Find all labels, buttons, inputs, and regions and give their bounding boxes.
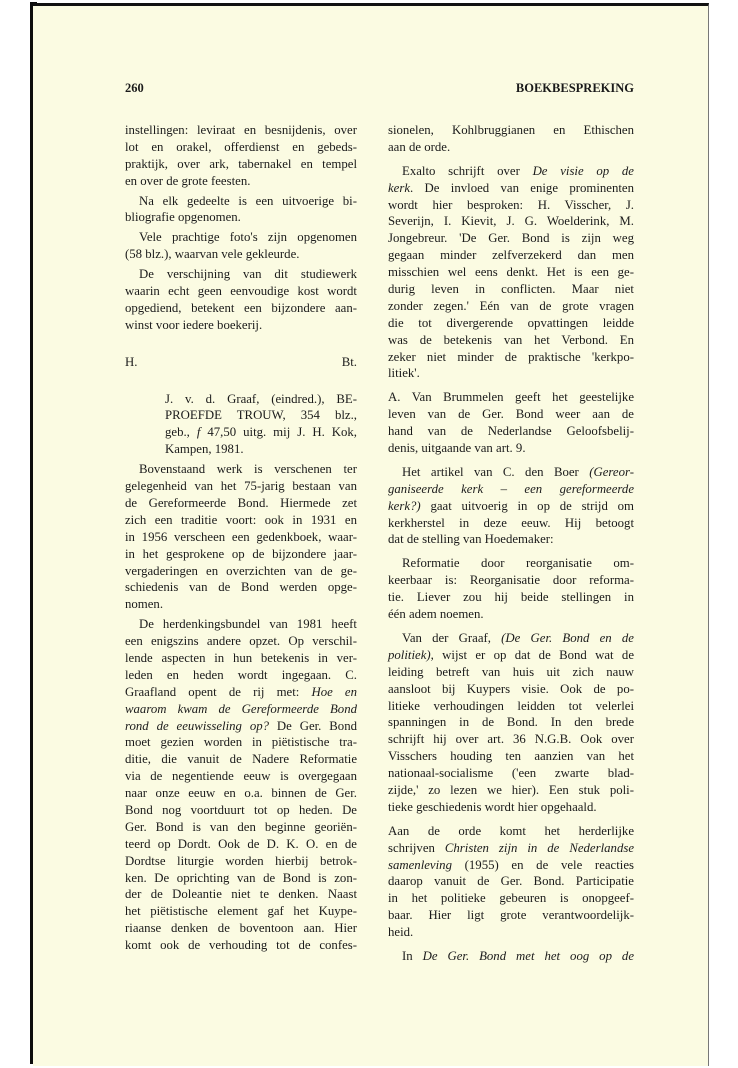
text-line: die tot divergerende opvattingen leidde <box>388 315 634 330</box>
text-line: geb., f 47,50 uitg. mij J. H. Kok, <box>165 425 357 440</box>
text-line: Kampen, 1981. <box>165 442 244 457</box>
text-line: Vele prachtige foto's zijn opgenomen <box>139 230 357 245</box>
text-line: opgediend, betekent een bijzondere aan- <box>125 300 357 315</box>
text-line: PROEFDE TROUW, 354 blz., <box>165 408 357 423</box>
text-line: Exalto schrijft over De visie op de <box>402 163 634 178</box>
text-line: winst voor iedere boekerij. <box>125 317 263 332</box>
text-line: Graafland opent de rij met: Hoe en <box>125 684 357 699</box>
text-line: der de Doleantie niet te denken. Naast <box>125 887 357 902</box>
book-citation <box>125 391 357 459</box>
text-line: ditie, die vanuit de Nadere Reformatie <box>125 752 357 767</box>
italic-title: samenleving <box>388 857 452 872</box>
italic-title: De visie op de <box>532 163 634 178</box>
italic-title: waarom kwam de Gereformeerde Bond <box>125 701 357 716</box>
italic-title: politiek), <box>388 647 434 662</box>
text-line: zich een traditie voort: ook in 1931 en <box>125 512 357 527</box>
italic-title: kerk?) <box>388 498 421 513</box>
text-line: naar onze eeuw en o.a. binnen de Ger. <box>125 786 357 801</box>
text-line: nomen. <box>125 597 164 612</box>
paragraph <box>388 122 634 156</box>
paragraph <box>125 229 357 263</box>
paragraph <box>388 163 634 383</box>
text-line: spanningen in de Bond. In den brede <box>388 715 634 730</box>
italic-title: rond de eeuwisseling op? <box>125 718 270 733</box>
text-line: Ger. Bond is van den beginne georiën- <box>125 819 357 834</box>
text-line: Aan de orde komt het herderlijke <box>388 823 634 838</box>
text-line: rond de eeuwisseling op? De Ger. Bond <box>125 718 357 733</box>
text-line: litieke verhoudingen leidden tot velerlei <box>388 698 634 713</box>
text-line: lende aspecten in hun betekenis in ver- <box>125 650 357 665</box>
running-title: BOEKBESPREKING <box>515 81 634 95</box>
text-line: praktijk, over ark, tabernakel en tempel <box>125 156 357 171</box>
text-line: denis, uitgaande van art. 9. <box>388 441 526 456</box>
text-line: De herdenkingsbundel van 1981 heeft <box>139 617 357 632</box>
text-line: Severijn, I. Kievit, J. G. Woelderink, M. <box>388 214 634 229</box>
text-line: kerkherstel in deze eeuw. Hij betoogt <box>388 515 634 530</box>
text-line: teerd op Dordt. Ook de D. K. O. en de <box>125 836 357 851</box>
text-line: een enigszins andere opzet. Op verschil- <box>125 634 357 649</box>
text-line: schiedenis van de Bond werden opge- <box>125 580 357 595</box>
paragraph <box>388 464 634 548</box>
text-line: (58 blz.), waarvan vele gekleurde. <box>125 247 300 262</box>
text-line: het piëtistische element gaf het Kuype- <box>125 904 357 919</box>
italic-title: f <box>196 425 201 440</box>
paragraph <box>388 823 634 941</box>
text-line: leiding betreft van huis uit zich nauw <box>388 664 634 679</box>
text-line: vergaderingen en overzichten van de ge- <box>125 563 357 578</box>
text-line: gelegenheid van het 75-jarig bestaan van <box>125 479 357 494</box>
text-line: Reformatie door reorganisatie om- <box>402 556 634 571</box>
italic-title: (De Ger. Bond en de <box>501 630 634 645</box>
text-line: riaanse denken de boventoon aan. Hier <box>125 921 357 936</box>
text-line: In De Ger. Bond met het oog op de <box>402 948 634 963</box>
paragraph <box>125 122 357 190</box>
text-line <box>388 481 634 498</box>
text-line: baar. Hier ligt grote verantwoordelijk- <box>388 908 634 923</box>
text-line: via de negentiende eeuw is overgegaan <box>125 769 357 784</box>
text-line: misschien wel eens denkt. Het is een ge- <box>388 265 634 280</box>
text-line: bliografie opgenomen. <box>125 210 241 225</box>
text-line: heid. <box>388 925 414 940</box>
text-line: samenleving (1955) en de vele reacties <box>388 857 634 872</box>
text-line: tieke geschiedenis wordt hier opgehaald. <box>388 799 597 814</box>
italic-title: Christen zijn in de Nederlandse <box>444 840 634 855</box>
text-line: zeker niet minder de praktische 'kerkpo- <box>388 349 634 364</box>
text-line: litiek'. <box>388 366 420 381</box>
text-line: in 1956 verscheen een gedenkboek, waar- <box>125 529 357 544</box>
text-line: en over de grote feesten. <box>125 173 251 188</box>
text-line: tie. Liever zou hij beide stellingen in <box>388 590 634 605</box>
paragraph <box>125 266 357 334</box>
text-line: Van der Graaf, (De Ger. Bond en de <box>402 630 634 645</box>
text-line: leven van de Ger. Bond weer aan de <box>388 407 634 422</box>
text-line: zijde,' zo lezen we hier). Een stuk poli- <box>388 782 634 797</box>
italic-title: De Ger. Bond met het oog op de <box>422 948 634 963</box>
text-line: lot en orakel, offerdienst en gebeds- <box>125 139 357 154</box>
text-line: Het artikel van C. den Boer (Gereor- <box>402 464 634 479</box>
text-line: hand van de Nederlandse Geloofsbelij- <box>388 424 634 439</box>
text-line: sionelen, Kohlbruggianen en Ethischen <box>388 123 634 137</box>
left-column <box>125 122 357 954</box>
signature-initial: H. <box>125 354 138 369</box>
text-line: A. Van Brummelen geeft het geestelijke <box>388 390 634 405</box>
text-line: keerbaar is: Reorganisatie door reforma- <box>388 573 634 588</box>
text-line: De verschijning van dit studiewerk <box>139 267 357 282</box>
reviewer-signature <box>125 354 357 371</box>
text-line: in het gesprokene op de bijzondere jaar- <box>125 546 357 561</box>
text-line: Jongebreur. 'De Ger. Bond is zijn weg <box>388 231 634 246</box>
paragraph <box>388 389 634 457</box>
text-line: ken. De oprichting van de Bond is zon- <box>125 870 357 885</box>
text-line: schrijven Christen zijn in de Nederlandse <box>388 840 634 855</box>
italic-title: kerk <box>388 180 411 195</box>
text-line <box>125 701 357 718</box>
text-line: was de betekenis van het Verbond. En <box>388 332 634 347</box>
text-line: in het politieke gebeuren is onopgeef- <box>388 891 634 906</box>
text-line: Dordtse liturgie worden hierbij betrok- <box>125 853 357 868</box>
text-line: Bovenstaand werk is verschenen ter <box>139 462 357 477</box>
right-column <box>388 122 634 965</box>
italic-title: (Gereor- <box>589 464 634 479</box>
paragraph <box>388 948 634 965</box>
text-line: daarop vanuit de Ger. Bond. Participatie <box>388 874 634 889</box>
text-line: moet gezien worden in piëtistische tra- <box>125 735 357 750</box>
text-line: durig leven in conflicten. Maar niet <box>388 282 634 297</box>
text-line: schrijft hij over art. 36 N.G.B. Ook over <box>388 732 634 747</box>
text-line: aan de orde. <box>388 139 451 154</box>
text-line: gegaan minder zelfverzekerd dan men <box>388 248 634 263</box>
text-line: J. v. d. Graaf, (eindred.), BE- <box>165 391 357 406</box>
signature-surname-abbrev: Bt. <box>341 354 357 369</box>
paragraph <box>125 461 357 613</box>
page-number: 260 <box>125 81 144 95</box>
text-line: waarin echt geen eenvoudige kost wordt <box>125 284 357 299</box>
text-line: komt ook de verhouding tot de confes- <box>125 938 357 953</box>
text-line: Visschers houding ten aanzien van het <box>388 749 634 764</box>
paragraph <box>125 193 357 227</box>
text-line: politiek), wijst er op dat de Bond wat de <box>388 647 634 662</box>
text-line: nationaal-socialisme ('een zwarte blad- <box>388 766 634 781</box>
text-line: Bond nog voortduurt tot op heden. De <box>125 802 357 817</box>
text-line: dat de stelling van Hoedemaker: <box>388 532 554 547</box>
text-line: leden en heden wordt ingegaan. C. <box>125 667 357 682</box>
text-line: de Gereformeerde Bond. Hiermede zet <box>125 495 357 510</box>
text-line: kerk?) gaat uitvoerig in op de strijd om <box>388 498 634 513</box>
text-line: wordt hier besproken: H. Visscher, J. <box>388 197 634 212</box>
italic-title: Hoe en <box>311 684 357 699</box>
text-line: zonder zegen.' Eén van de grote vragen <box>388 298 634 313</box>
paragraph <box>125 616 357 954</box>
text-line: één adem noemen. <box>388 607 484 622</box>
text-line: instellingen: leviraat en besnijdenis, over <box>125 123 357 137</box>
text-line: kerk. De invloed van enige prominenten <box>388 180 634 195</box>
paragraph <box>388 555 634 623</box>
italic-title: ganiseerde kerk – een gereformeerde <box>388 481 634 496</box>
text-line: aansloot bij Kuypers visie. Ook de po- <box>388 681 634 696</box>
paragraph <box>388 630 634 816</box>
text-line: Na elk gedeelte is een uitvoerige bi- <box>139 193 357 208</box>
